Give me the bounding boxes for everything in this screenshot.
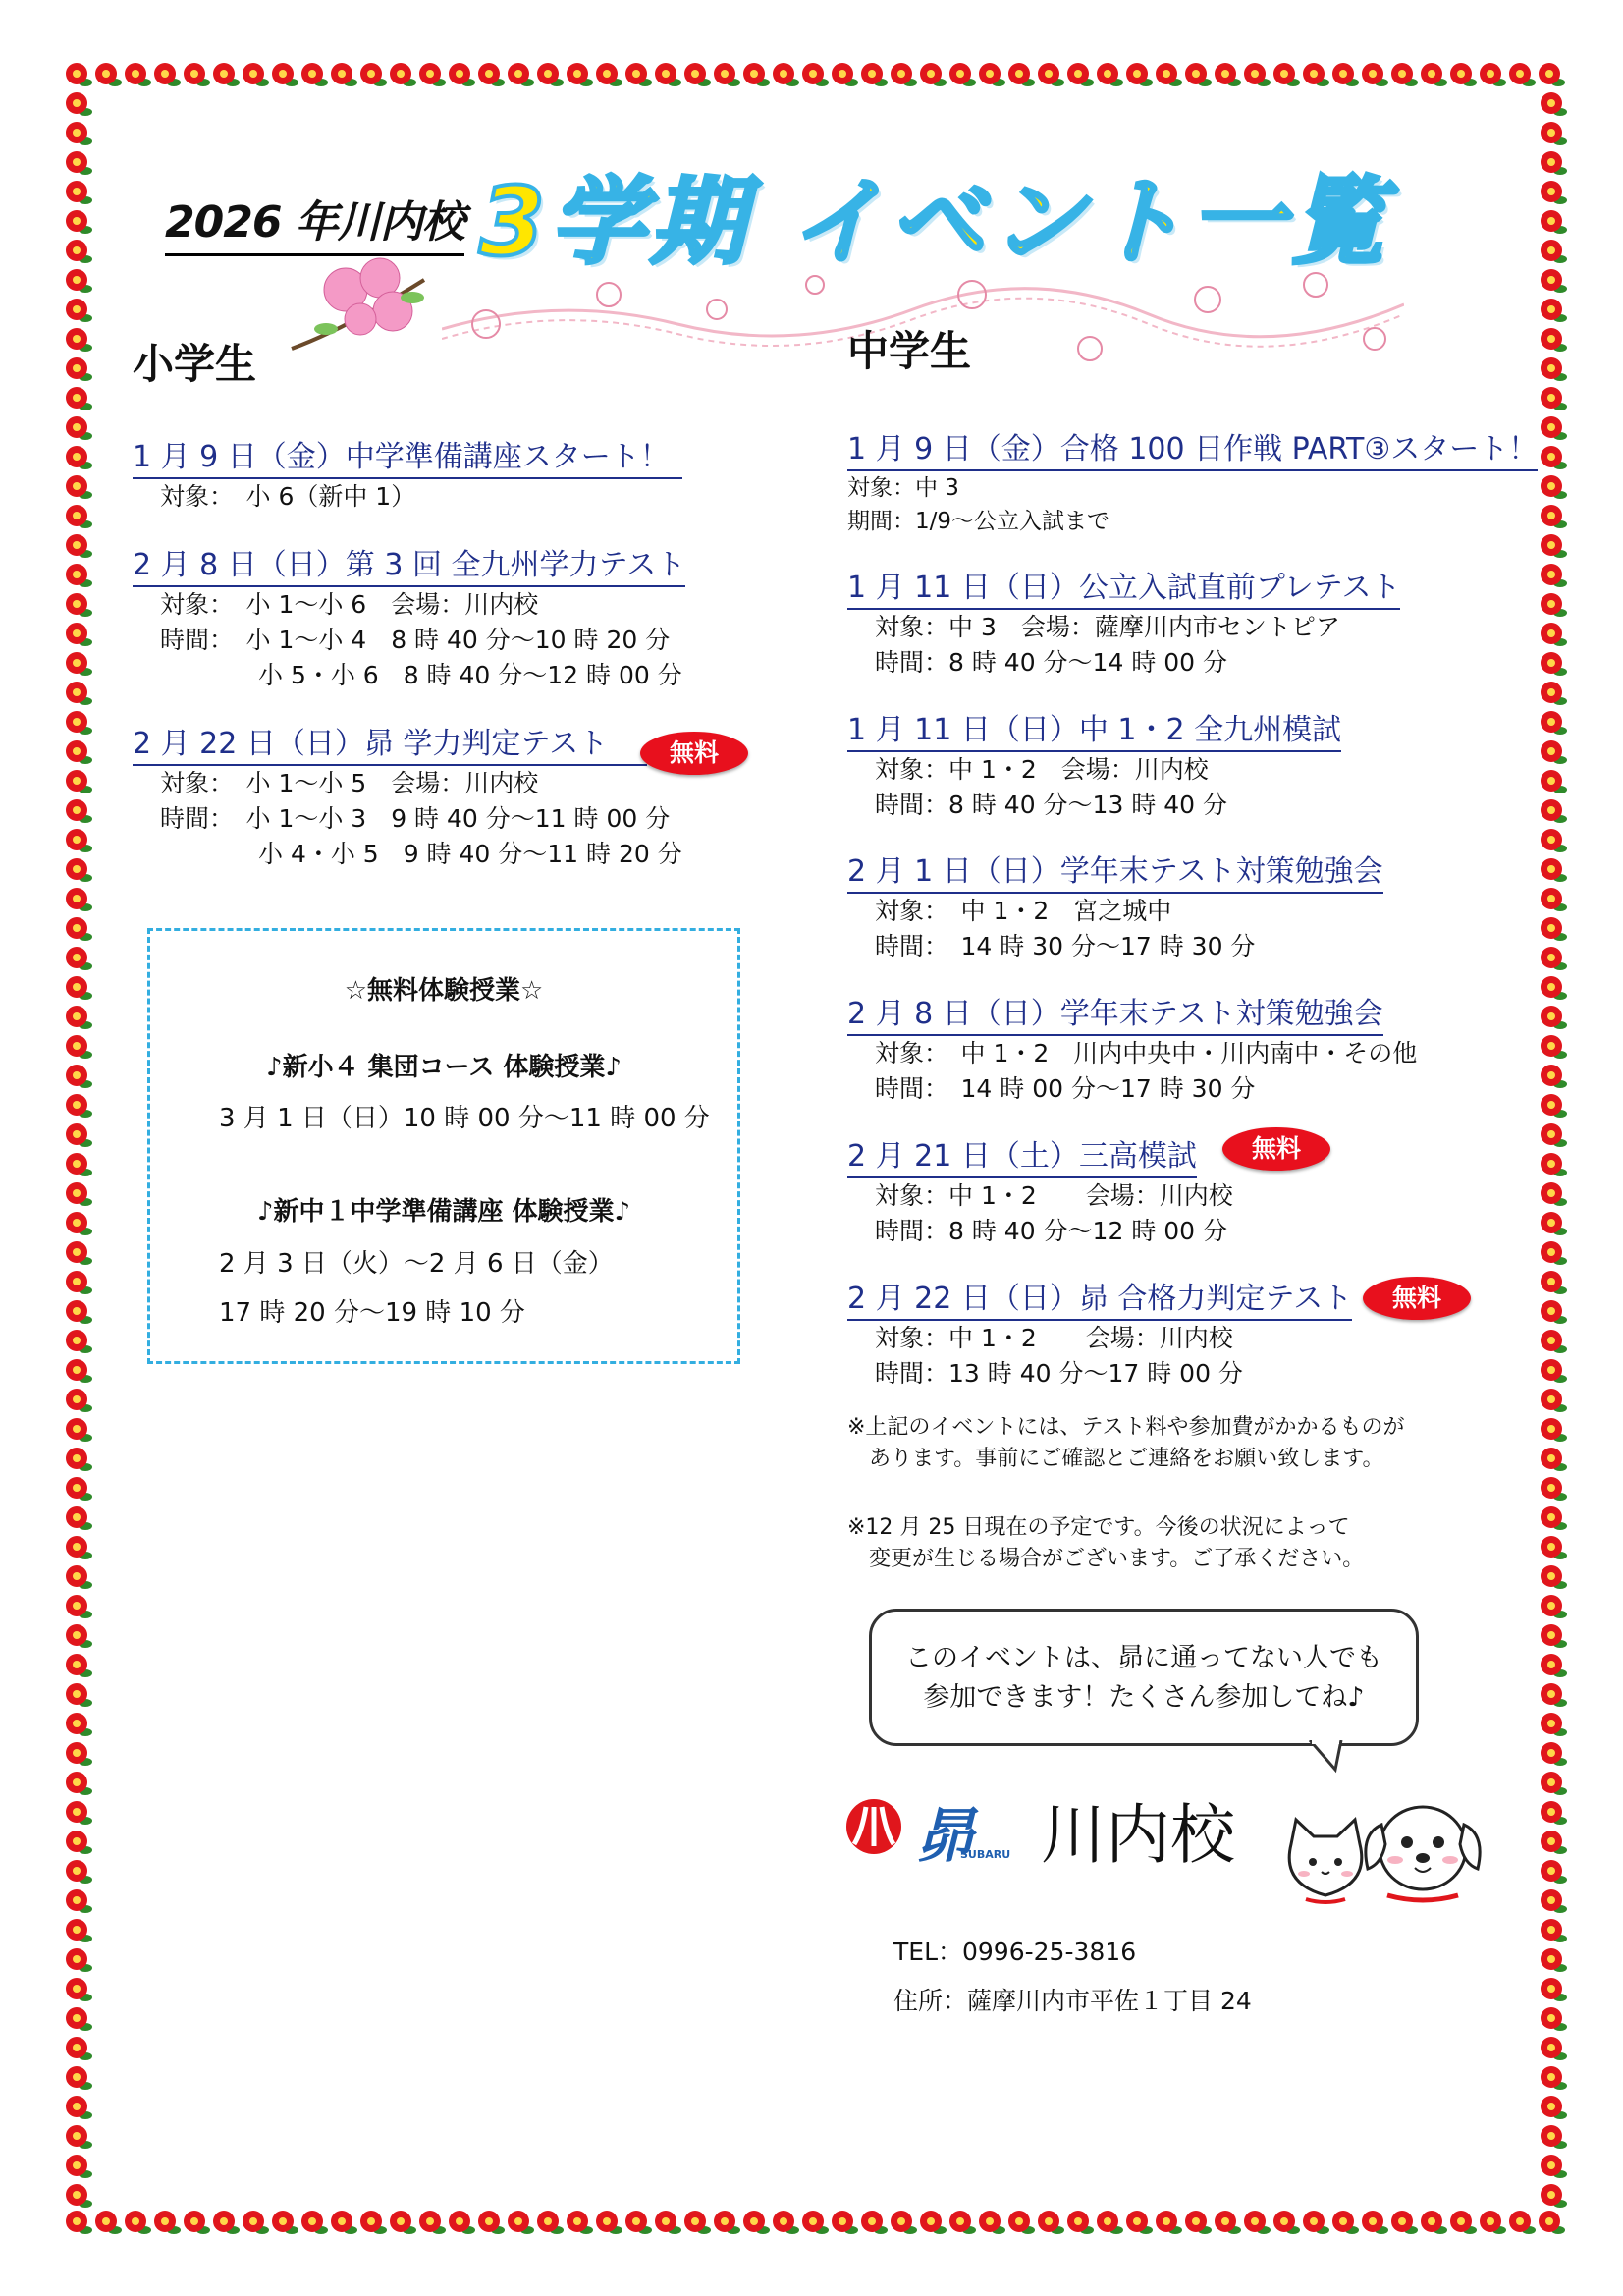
junior-event [847, 1131, 1233, 1249]
event-title: 2 月 22 日（日）昴 学力判定テスト [133, 719, 647, 766]
page-title: 3学期 イベント一覧 [479, 167, 1391, 277]
event-title: 2 月 8 日（日）学年末テスト対策勉強会 [847, 989, 1383, 1036]
free-badge: 無料 [1222, 1127, 1330, 1171]
school-year-label: 2026 年川内校 [165, 187, 464, 256]
event-detail: 対象： 中 1・2 宮之城中 [875, 897, 1172, 925]
brand-logo-text: 昴 [915, 1802, 974, 1871]
free-badge: 無料 [640, 732, 748, 775]
junior-event [847, 989, 1417, 1107]
event-detail: 時間： 小 1～小 4 8 時 40 分～10 時 20 分 [160, 626, 671, 654]
notice-text: ※12 月 25 日現在の予定です。今後の状況によって 変更が生じる場合がございます。ご了承ください。 [847, 1515, 1365, 1571]
free-trial-box [147, 928, 740, 1364]
event-detail: 時間： 小 1～小 3 9 時 40 分～11 時 00 分 [160, 804, 671, 833]
sakura-branch-icon [287, 250, 434, 363]
event-detail: 小 5・小 6 8 時 40 分～12 時 00 分 [160, 661, 682, 689]
event-detail: 時間：8 時 40 分～12 時 00 分 [875, 1217, 1228, 1245]
event-detail: 対象： 小 1～小 5 会場：川内校 [160, 769, 539, 797]
junior-event [847, 563, 1400, 681]
event-title: 1 月 11 日（日）中 1・2 全九州模試 [847, 705, 1341, 752]
event-title: 1 月 11 日（日）公立入試直前プレテスト [847, 563, 1400, 610]
campus-name: 川内校 [1041, 1797, 1235, 1873]
event-detail: 対象：中 3 会場：薩摩川内市セントピア [875, 613, 1340, 641]
elementary-heading: 小学生 [133, 340, 257, 388]
notice-text: ※上記のイベントには、テスト料や参加費がかかるものが あります。事前にご確認とご連絡をお願い致します。 [847, 1415, 1405, 1471]
dog-mascot-icon [1360, 1785, 1486, 1911]
event-detail: 時間：8 時 40 分～13 時 40 分 [875, 791, 1228, 819]
event-detail: 時間： 14 時 00 分～17 時 30 分 [875, 1074, 1256, 1103]
trial-course-title: ♪新小４ 集団コース 体験授業♪ [266, 1053, 622, 1082]
event-title: 2 月 8 日（日）第 3 回 全九州学力テスト [133, 540, 685, 587]
elementary-event [133, 540, 685, 693]
address: 住所：薩摩川内市平佐１丁目 24 [893, 1987, 1252, 2015]
event-detail: 期間：1/9～公立入試まで [847, 509, 1110, 534]
subaru-logo-icon [844, 1797, 903, 1856]
junior-event [847, 705, 1341, 823]
brand-roman-text: SUBARU [960, 1848, 1011, 1861]
free-badge: 無料 [1363, 1277, 1471, 1320]
junior-high-heading: 中学生 [847, 327, 972, 375]
event-detail: 時間：8 時 40 分～14 時 00 分 [875, 648, 1228, 677]
bubble-text: このイベントは、昴に通ってない人でも 参加できます！たくさん参加してね♪ [905, 1643, 1382, 1713]
elementary-event [133, 719, 682, 872]
event-detail: 対象：中 3 [847, 475, 959, 501]
bubble-tail-icon [1306, 1740, 1355, 1774]
junior-event [847, 847, 1383, 964]
trial-course-title: ♪新中１中学準備講座 体験授業♪ [256, 1197, 631, 1227]
event-detail: 時間： 14 時 30 分～17 時 30 分 [875, 932, 1256, 960]
trial-course-time: 3 月 1 日（日）10 時 00 分～11 時 00 分 [219, 1104, 710, 1133]
event-title: 2 月 22 日（日）昴 合格力判定テスト [847, 1274, 1352, 1321]
event-detail: 対象： 小 1～小 6 会場：川内校 [160, 590, 539, 619]
event-detail: 小 4・小 5 9 時 40 分～11 時 20 分 [160, 840, 682, 868]
event-detail: 対象：中 1・2 会場：川内校 [875, 755, 1209, 784]
phone-number: TEL：0996-25-3816 [893, 1938, 1137, 1966]
event-detail: 対象：中 1・2 会場：川内校 [875, 1324, 1233, 1352]
event-detail: 対象：中 1・2 会場：川内校 [875, 1181, 1233, 1210]
event-title: 1 月 9 日（金）合格 100 日作戦 PART③スタート！ [847, 424, 1538, 471]
elementary-event [133, 432, 682, 515]
junior-event [847, 1274, 1352, 1392]
speech-bubble [869, 1609, 1419, 1746]
event-title: 1 月 9 日（金）中学準備講座スタート！ [133, 432, 682, 479]
free-trial-heading: ☆無料体験授業☆ [344, 976, 544, 1006]
event-detail: 対象： 中 1・2 川内中央中・川内南中・その他 [875, 1039, 1418, 1067]
trial-course-date: 2 月 3 日（火）～2 月 6 日（金） [219, 1249, 614, 1279]
junior-event [847, 424, 1538, 538]
event-detail: 時間：13 時 40 分～17 時 00 分 [875, 1359, 1243, 1388]
event-title: 2 月 1 日（日）学年末テスト対策勉強会 [847, 847, 1383, 894]
event-title: 2 月 21 日（土）三高模試 [847, 1131, 1197, 1178]
trial-course-time: 17 時 20 分～19 時 10 分 [219, 1298, 525, 1328]
event-detail: 対象： 小 6（新中 1） [160, 482, 416, 511]
